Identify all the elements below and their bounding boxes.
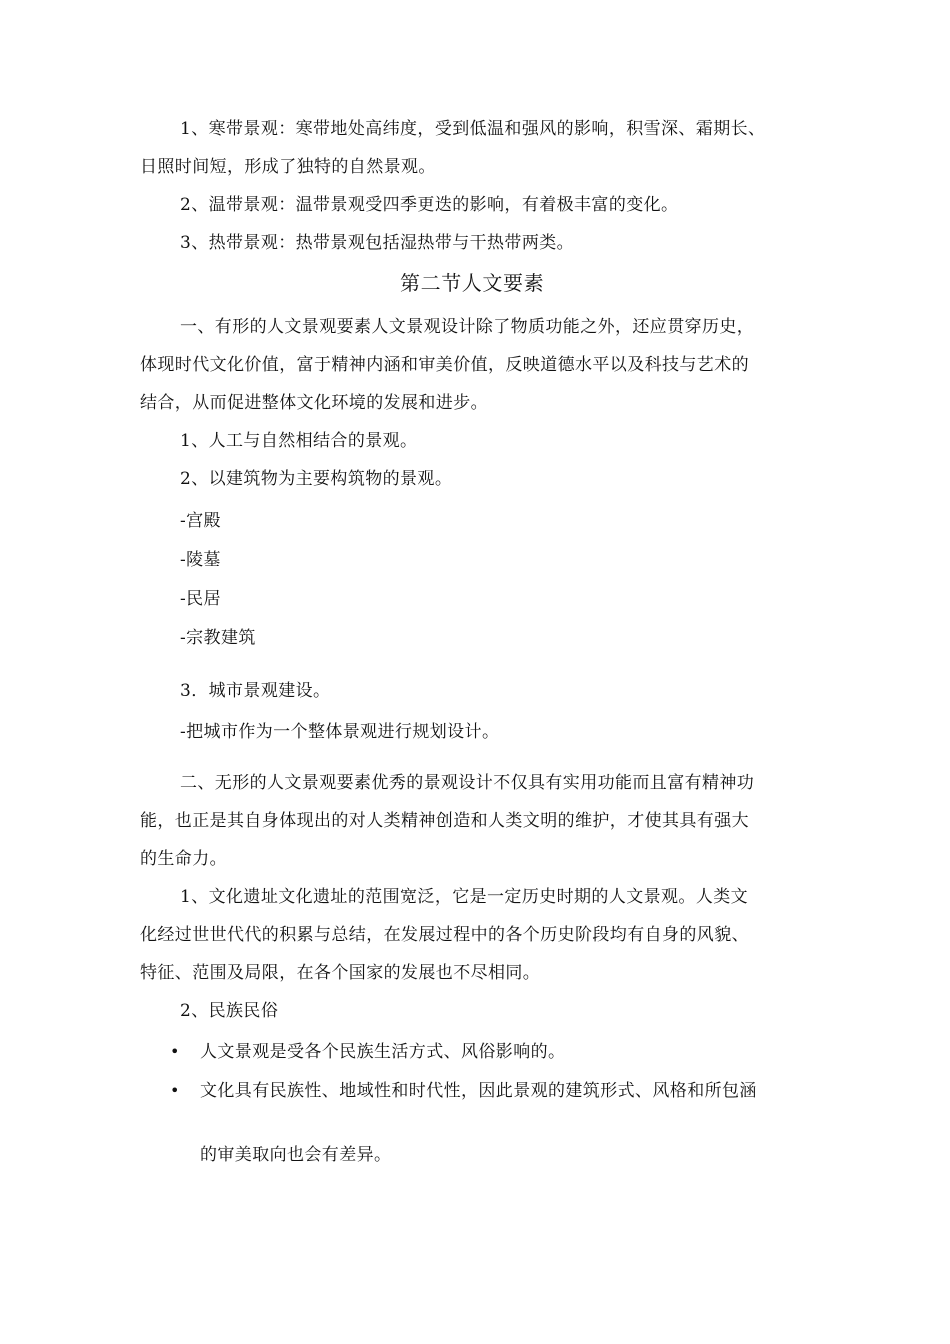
tangible-item3: 3．城市景观建设。 bbox=[180, 681, 331, 701]
bullet-dot-2: • bbox=[170, 1081, 180, 1100]
bullet-item-2-line2: 的审美取向也会有差异。 bbox=[200, 1145, 392, 1165]
tangible-item1: 1、人工与自然相结合的景观。 bbox=[180, 431, 418, 451]
item-cold-zone-line2: 日照时间短，形成了独特的自然景观。 bbox=[140, 157, 436, 177]
sub-item-religious: -宗教建筑 bbox=[180, 628, 256, 648]
sub-item-mausoleum: -陵墓 bbox=[180, 550, 221, 570]
item-temperate-zone: 2、温带景观：温带景观受四季更迭的影响，有着极丰富的变化。 bbox=[180, 195, 679, 215]
intangible-item1-line2: 化经过世世代代的积累与总结，在发展过程中的各个历史阶段均有自身的风貌、 bbox=[140, 925, 749, 945]
tangible-intro-line3: 结合，从而促进整体文化环境的发展和进步。 bbox=[140, 393, 488, 413]
bullet-item-1: 人文景观是受各个民族生活方式、风俗影响的。 bbox=[200, 1042, 566, 1062]
section-title: 第二节人文要素 bbox=[400, 271, 545, 295]
intangible-item2: 2、民族民俗 bbox=[180, 1001, 279, 1021]
item-tropical-zone: 3、热带景观：热带景观包括湿热带与干热带两类。 bbox=[180, 233, 575, 253]
sub-item-palace: -宫殿 bbox=[180, 511, 221, 531]
sub-item-dwelling: -民居 bbox=[180, 589, 221, 609]
tangible-intro-line1: 一、有形的人文景观要素人文景观设计除了物质功能之外，还应贯穿历史， bbox=[180, 317, 755, 337]
bullet-item-2-line1: 文化具有民族性、地域性和时代性，因此景观的建筑形式、风格和所包涵 bbox=[200, 1081, 757, 1101]
tangible-item2: 2、以建筑物为主要构筑物的景观。 bbox=[180, 469, 453, 489]
intangible-intro-line1: 二、无形的人文景观要素优秀的景观设计不仅具有实用功能而且富有精神功 bbox=[180, 773, 755, 793]
intangible-intro-line3: 的生命力。 bbox=[140, 849, 227, 869]
intangible-item1-line1: 1、文化遗址文化遗址的范围宽泛，它是一定历史时期的人文景观。人类文 bbox=[180, 887, 749, 907]
tangible-intro-line2: 体现时代文化价值，富于精神内涵和审美价值，反映道德水平以及科技与艺术的 bbox=[140, 355, 749, 375]
intangible-item1-line3: 特征、范围及局限，在各个国家的发展也不尽相同。 bbox=[140, 963, 541, 983]
item-cold-zone-line1: 1、寒带景观：寒带地处高纬度，受到低温和强风的影响，积雪深、霜期长、 bbox=[180, 119, 766, 139]
intangible-intro-line2: 能，也正是其自身体现出的对人类精神创造和人类文明的维护，才使其具有强大 bbox=[140, 811, 749, 831]
bullet-dot-1: • bbox=[170, 1042, 180, 1061]
tangible-item3-sub: -把城市作为一个整体景观进行规划设计。 bbox=[180, 722, 500, 742]
